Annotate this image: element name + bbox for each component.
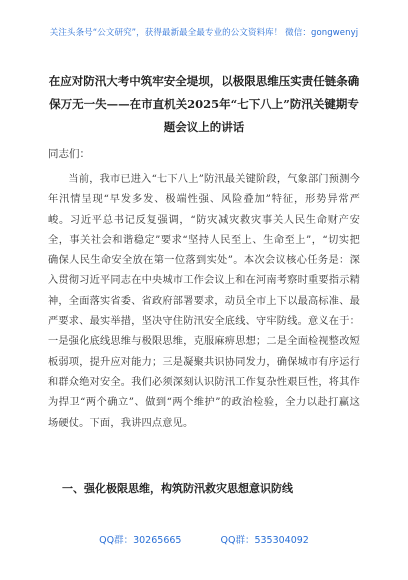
body-paragraph: 当前，我市已进入“七下八上”防汛最关键阶段，气象部门预测今年汛情呈现“早发多发、极端性强、风险叠加”特征，形势异常严峻。习近平总书记反复强调，“防灾减灾救灾事关人民生命财产安全，事关社会和谐稳定”要求“坚持人民至上、生命至上”，“切实把确保人民生命安全放在第一位落到实处”。本次会议核心任务是：深入贯彻习近平同志在中央城市工作会议上和在河南考察时重要指示精神，全面落实省委、省政府部署要求，动员全市上下以最高标准、最严要求、最实举措，坚决守住防汛安全底线、守牢防线。意义在于：一是强化底线思维与极限思维，克服麻痹思想；二是全面检视整改短板弱项，提升应对能力；三是凝聚共识协同发力，确保城市有序运行和群众绝对安全。我们必须深刻认识防汛工作复杂性艰巨性，将其作为捍卫“两个确立”、做到“两个维护”的政治检验，全力以赴打赢这场硬仗。下面，我讲四点意见。 — [48, 174, 360, 429]
footer-qq-group-2: QQ群：535304092 — [220, 535, 309, 546]
header-banner: 关注头条号“公文研究”，获得最新最全最专业的公文资料库！ 微信：gongwenyj — [49, 28, 359, 38]
document-title: 在应对防汛大考中筑牢安全堤坝，以极限思维压实责任链条确保万无一失——在市直机关2025年“七下八上”防汛关键期专题会议上的讲话 — [48, 74, 360, 134]
section-heading: 一、强化极限思维，构筑防汛救灾思想意识防线 — [62, 482, 293, 495]
footer — [0, 532, 408, 546]
footer-qq-group-1: QQ群：30265665 — [99, 535, 182, 546]
salutation: 同志们： — [48, 148, 90, 160]
